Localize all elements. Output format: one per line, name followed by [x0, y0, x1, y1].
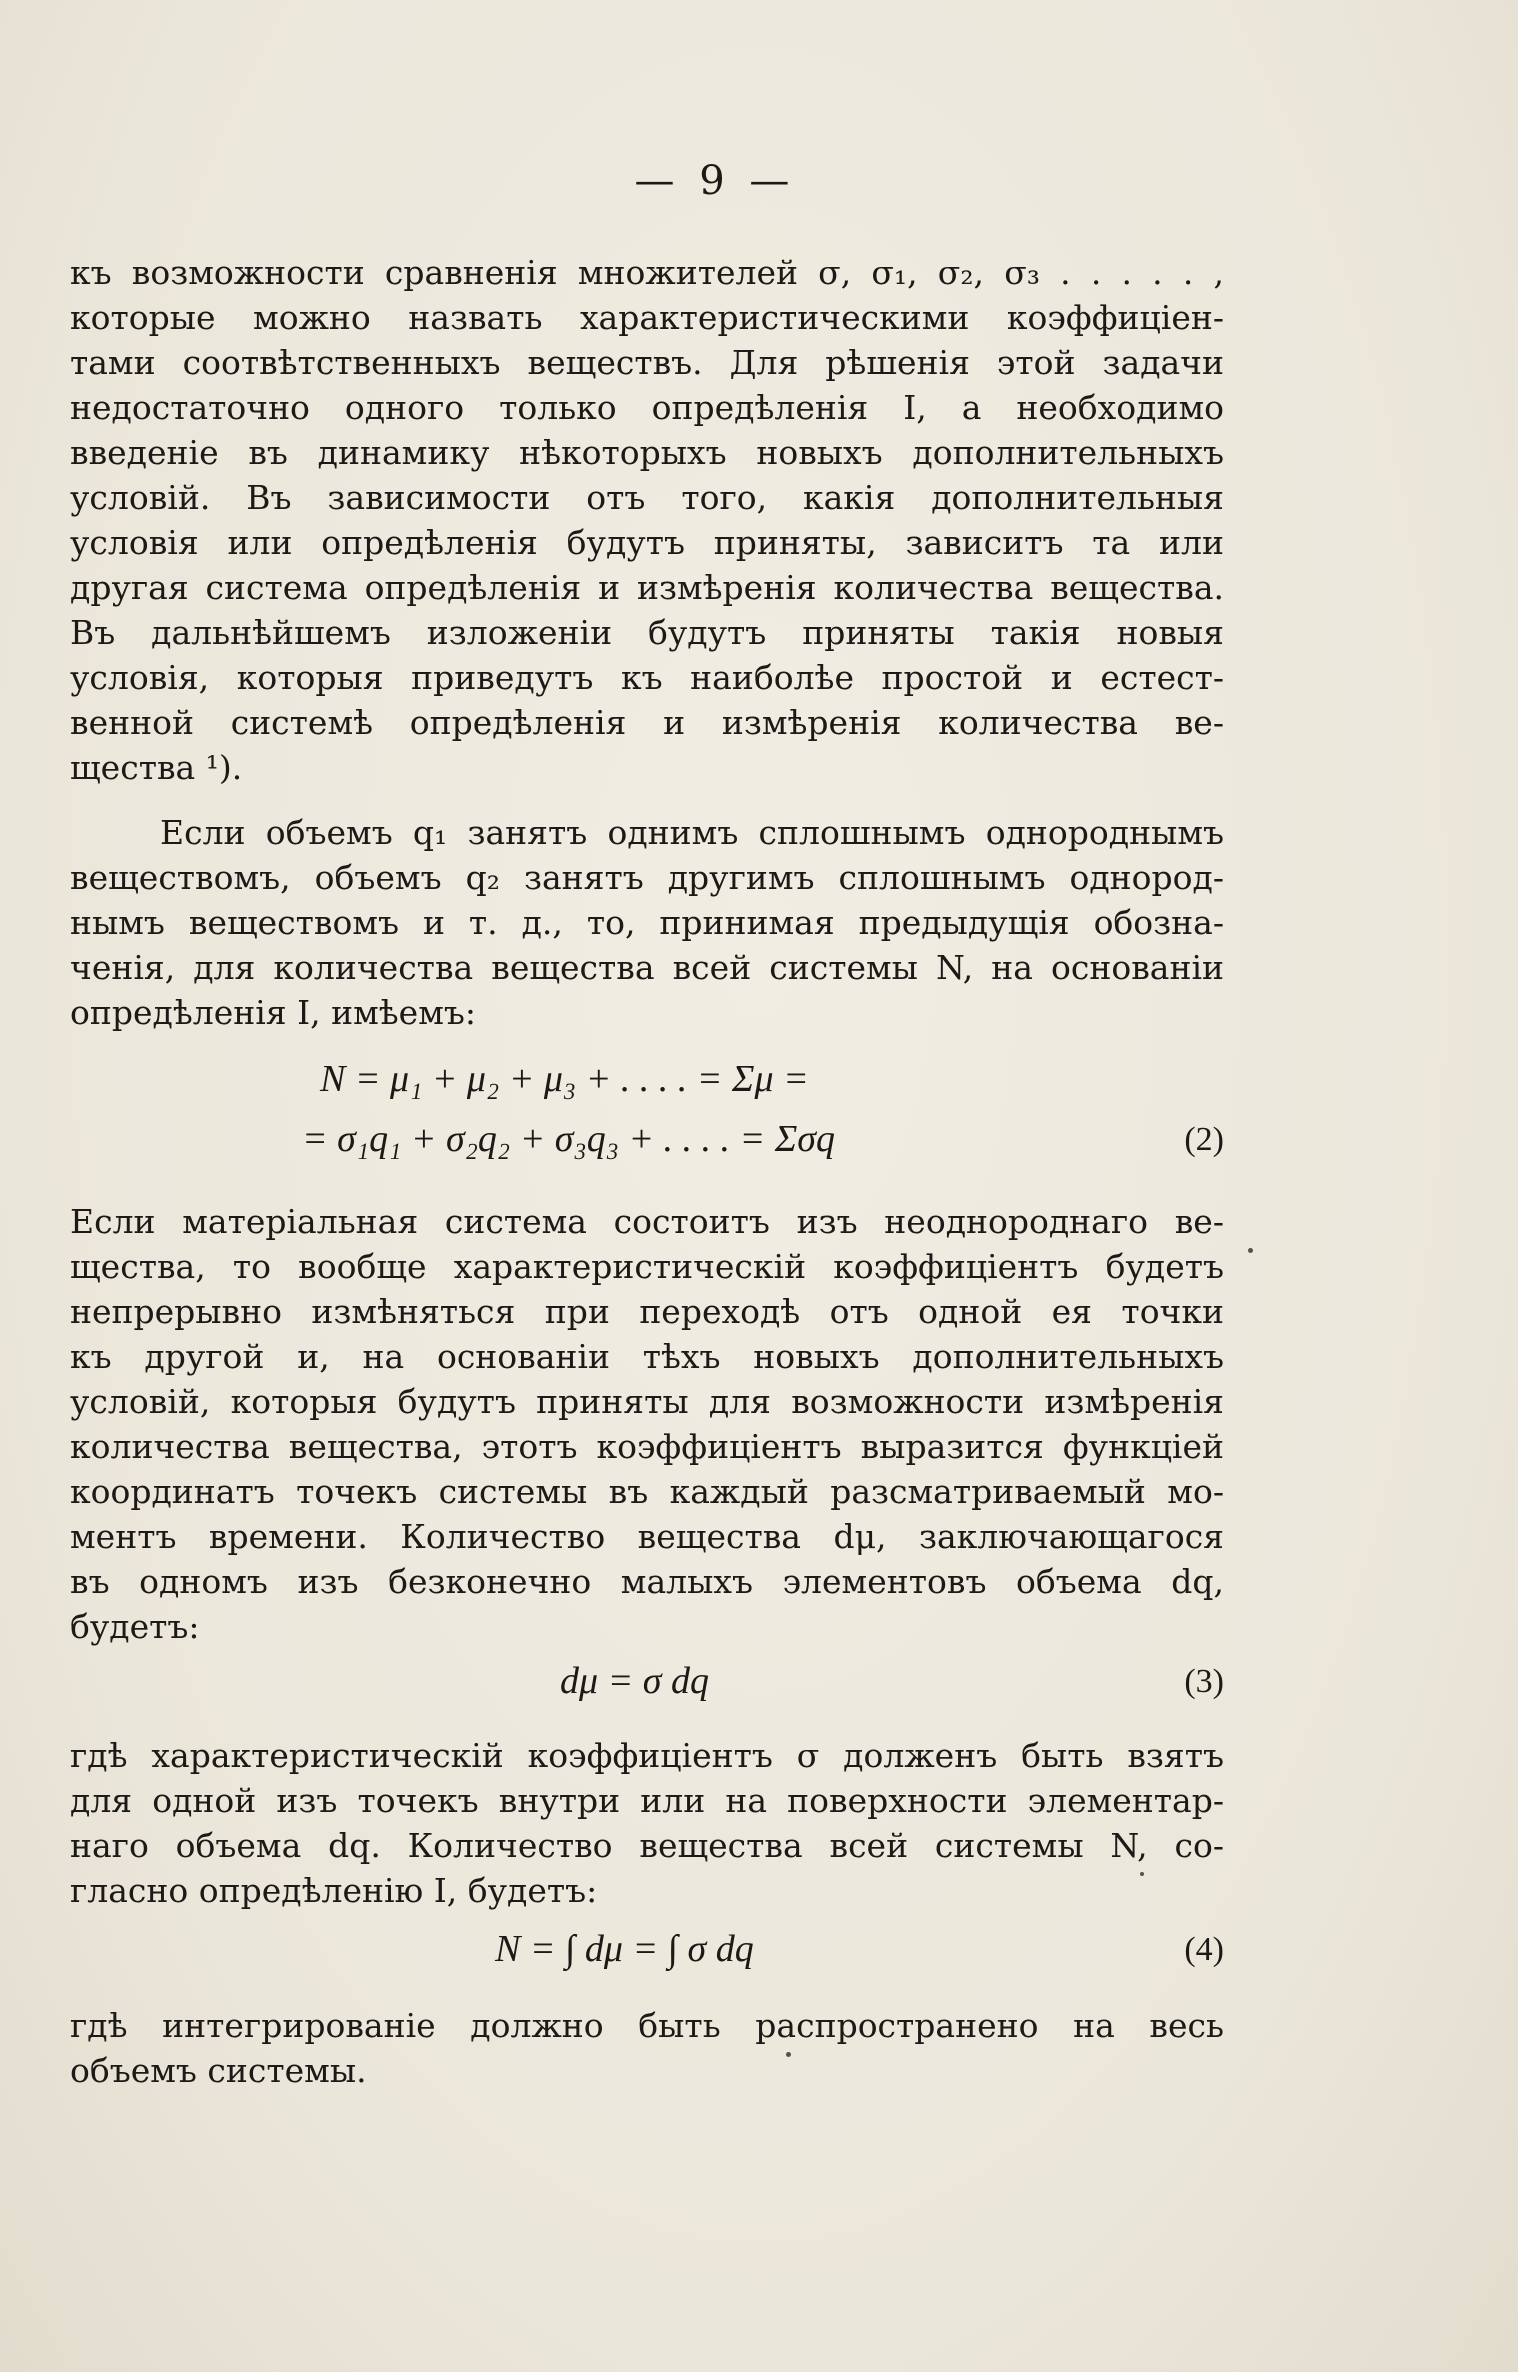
paragraph-5 [70, 2003, 1224, 2093]
ink-speck [1248, 1248, 1253, 1253]
text-line: координатъ точекъ системы въ каждый разсматриваемый мо- [70, 1472, 1224, 1511]
text-line: количества вещества, этотъ коэффиціентъ выразится функціей [70, 1427, 1224, 1466]
equation-text: N = μ₁ + μ₂ + μ₃ + . . . . = Σμ = [320, 1058, 809, 1100]
text-line: наго объема dq. Количество вещества всей системы N, со- [70, 1826, 1224, 1865]
paragraph-4 [70, 1733, 1224, 1913]
text-line: опредѣленія I, имѣемъ: [70, 993, 476, 1032]
text-line: въ одномъ изъ безконечно малыхъ элементовъ объема dq, [70, 1562, 1224, 1601]
text-line: будетъ: [70, 1607, 200, 1646]
ink-speck [1140, 1872, 1144, 1876]
text-body [70, 250, 1224, 2093]
text-line: условія или опредѣленія будутъ приняты, зависитъ та или [70, 523, 1224, 562]
equation-4 [70, 1927, 1224, 1987]
text-line: тами соотвѣтственныхъ веществъ. Для рѣшенія этой задачи [70, 343, 1224, 382]
text-line: Въ дальнѣйшемъ изложеніи будутъ приняты такія новыя [70, 613, 1224, 652]
text-line: венной системѣ опредѣленія и измѣренія количества ве- [70, 703, 1224, 742]
equation-number: (3) [1184, 1663, 1224, 1700]
equation-3 [70, 1659, 1224, 1719]
page-number: — 9 — [634, 158, 796, 204]
paragraph-2 [70, 810, 1224, 1035]
equation-number: (4) [1184, 1931, 1224, 1968]
text-line: щества ¹). [70, 748, 243, 787]
equation-text: N = ∫ dμ = ∫ σ dq [495, 1928, 754, 1970]
text-line: объемъ системы. [70, 2051, 367, 2090]
text-line: къ другой и, на основаніи тѣхъ новыхъ дополнительныхъ [70, 1337, 1224, 1376]
text-line: гдѣ характеристическій коэффиціентъ σ долженъ быть взятъ [70, 1736, 1224, 1775]
text-line: Если матеріальная система состоитъ изъ неоднороднаго ве- [70, 1202, 1224, 1241]
text-line: для одной изъ точекъ внутри или на поверхности элементар- [70, 1781, 1224, 1820]
equation-text: dμ = σ dq [560, 1660, 709, 1702]
equation-2-line-1 [70, 1057, 1224, 1117]
text-line: условій, которыя будутъ приняты для возможности измѣренія [70, 1382, 1224, 1421]
text-line: веществомъ, объемъ q₂ занятъ другимъ сплошнымъ однород- [70, 858, 1224, 897]
text-line: къ возможности сравненія множителей σ, σ₁, σ₂, σ₃ . . . . . , [70, 253, 1224, 292]
text-line: ченія, для количества вещества всей системы N, на основаніи [70, 948, 1224, 987]
text-line: гдѣ интегрированіе должно быть распространено на весь [70, 2006, 1224, 2045]
text-line: недостаточно одного только опредѣленія I, а необходимо [70, 388, 1224, 427]
equation-text: = σ₁q₁ + σ₂q₂ + σ₃q₃ + . . . . = Σσq [302, 1118, 836, 1160]
text-line: нымъ веществомъ и т. д., то, принимая предыдущія обозна- [70, 903, 1224, 942]
text-line: введеніе въ динамику нѣкоторыхъ новыхъ дополнительныхъ [70, 433, 1224, 472]
text-line: щества, то вообще характеристическій коэффиціентъ будетъ [70, 1247, 1224, 1286]
text-line: ментъ времени. Количество вещества dμ, заключающагося [70, 1517, 1224, 1556]
text-line: другая система опредѣленія и измѣренія количества вещества. [70, 568, 1224, 607]
text-line: гласно опредѣленію I, будетъ: [70, 1871, 598, 1910]
equation-2-line-2 [70, 1117, 1224, 1177]
text-line: условій. Въ зависимости отъ того, какія дополнительныя [70, 478, 1224, 517]
paragraph-3 [70, 1199, 1224, 1649]
ink-speck [786, 2052, 791, 2057]
text-line: непрерывно измѣняться при переходѣ отъ одной ея точки [70, 1292, 1224, 1331]
text-line: условія, которыя приведутъ къ наиболѣе простой и естест- [70, 658, 1224, 697]
equation-number: (2) [1184, 1121, 1224, 1158]
paragraph-1 [70, 250, 1224, 790]
text-line: которые можно назвать характеристическими коэффиціен- [70, 298, 1224, 337]
text-line: Если объемъ q₁ занятъ однимъ сплошнымъ однороднымъ [160, 813, 1224, 852]
